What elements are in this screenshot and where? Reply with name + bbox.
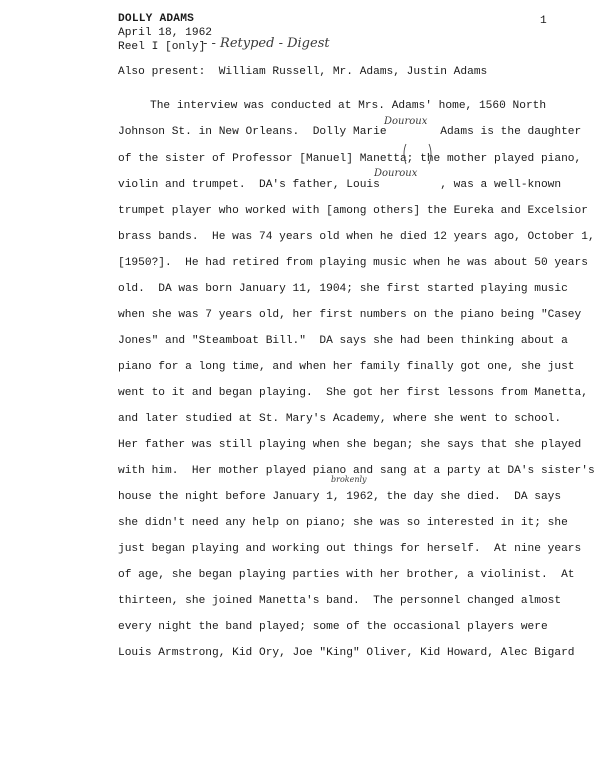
- body-line-2: Johnson St. in New Orleans. Dolly Marie Adams is the daughter: [118, 126, 582, 138]
- body-line-16: house the night before January 1, 1962, the day she died. DA says: [118, 491, 562, 503]
- body-line-21: every night the band played; some of the occasional players were: [118, 621, 548, 633]
- body-line-8: old. DA was born January 11, 1904; she first started playing music: [118, 283, 568, 295]
- body-line-20: thirteen, she joined Manetta's band. The personnel changed almost: [118, 595, 562, 607]
- handwritten-margin-word: brokenly: [331, 475, 367, 484]
- handwritten-retyped-digest: - - Retyped - Digest: [203, 36, 330, 51]
- body-line-13: and later studied at St. Mary's Academy, where she went to school.: [118, 413, 562, 425]
- interview-date: April 18, 1962: [118, 27, 212, 39]
- body-line-14: Her father was still playing when she began; she says that she played: [118, 439, 582, 451]
- body-line-19: of age, she began playing parties with her brother, a violinist. At: [118, 569, 575, 581]
- body-line-12: went to it and began playing. She got her first lessons from Manetta,: [118, 387, 588, 399]
- reel-label: Reel I [only]: [118, 41, 206, 53]
- body-line-18: just began playing and working out things for herself. At nine years: [118, 543, 582, 555]
- body-line-1: The interview was conducted at Mrs. Adams' home, 1560 North: [150, 100, 547, 112]
- page-number: 1: [540, 15, 547, 27]
- also-present: Also present: William Russell, Mr. Adams, Justin Adams: [118, 66, 488, 78]
- handwritten-douroux-2: Douroux: [374, 168, 418, 179]
- body-line-9: when she was 7 years old, her first numbers on the piano being "Casey: [118, 309, 582, 321]
- body-line-10: Jones" and "Steamboat Bill." DA says she had been thinking about a: [118, 335, 568, 347]
- body-line-15: with him. Her mother played piano and sang at a party at DA's sister's: [118, 465, 595, 477]
- body-line-5: trumpet player who worked with [among others] the Eureka and Excelsior: [118, 205, 588, 217]
- handwritten-douroux-1: Douroux: [384, 116, 428, 127]
- handwritten-bracket-left-icon: [404, 144, 406, 164]
- body-line-4: violin and trumpet. DA's father, Louis , was a well-known: [118, 179, 562, 191]
- body-line-17: she didn't need any help on piano; she was so interested in it; she: [118, 517, 568, 529]
- handwritten-bracket-right-icon: [429, 144, 431, 164]
- interviewee-name: DOLLY ADAMS: [118, 13, 195, 25]
- body-line-11: piano for a long time, and when her family finally got one, she just: [118, 361, 575, 373]
- body-line-22: Louis Armstrong, Kid Ory, Joe "King" Oliver, Kid Howard, Alec Bigard: [118, 647, 575, 659]
- body-line-7: [1950?]. He had retired from playing music when he was about 50 years: [118, 257, 588, 269]
- body-line-6: brass bands. He was 74 years old when he died 12 years ago, October 1,: [118, 231, 595, 243]
- body-line-3: of the sister of Professor [Manuel] Manetta; the mother played piano,: [118, 153, 582, 165]
